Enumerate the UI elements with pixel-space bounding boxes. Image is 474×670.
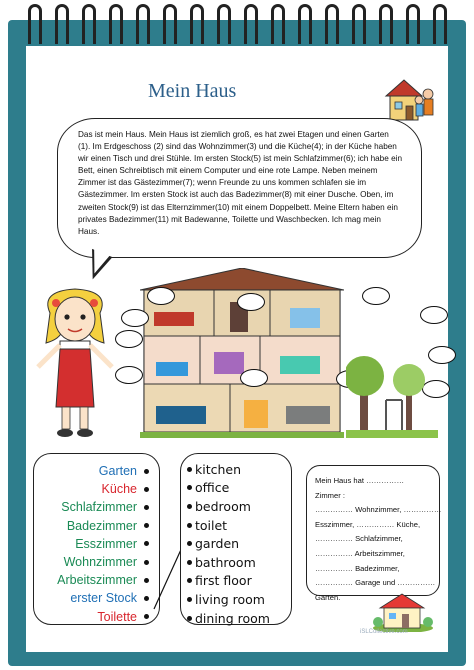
fill-line[interactable]: …………… Wohnzimmer, …………… — [315, 505, 442, 515]
answer-oval[interactable] — [147, 287, 175, 305]
fill-in-exercise — [306, 465, 442, 602]
answer-oval[interactable] — [362, 287, 390, 305]
english-word — [187, 534, 291, 553]
german-word — [34, 517, 149, 535]
german-word-label: Arbeitszimmer — [57, 573, 137, 588]
english-word-label: bathroom — [195, 554, 256, 570]
binding-ring — [109, 4, 123, 44]
german-word — [34, 480, 149, 498]
binding-ring — [298, 4, 312, 44]
english-word — [187, 609, 291, 628]
binding-ring — [190, 4, 204, 44]
fill-line[interactable]: Garten. — [315, 592, 341, 602]
match-dot[interactable] — [187, 485, 192, 490]
english-word — [187, 590, 291, 609]
english-word-label: first floor — [195, 573, 252, 589]
german-word-label: Esszimmer — [75, 536, 137, 551]
fill-line[interactable]: …………… Garage und …………… — [315, 578, 436, 588]
binding-ring — [55, 4, 69, 44]
binding-ring — [217, 4, 231, 44]
german-word-label: Küche — [101, 482, 137, 497]
english-word-label: office — [195, 480, 230, 496]
binding-ring — [136, 4, 150, 44]
binding-ring — [433, 4, 447, 44]
fill-line[interactable]: …………… Badezimmer, — [315, 563, 400, 573]
match-dot[interactable] — [144, 523, 149, 528]
match-dot[interactable] — [187, 467, 192, 472]
english-word-list — [180, 453, 292, 625]
page-title: Mein Haus — [148, 80, 237, 102]
german-word-label: Wohnzimmer — [63, 555, 137, 570]
site-watermark: iSLCollective.com — [360, 629, 408, 635]
english-word — [187, 479, 291, 498]
english-word-label: garden — [195, 536, 240, 552]
match-dot[interactable] — [187, 523, 192, 528]
english-word-label: living room — [195, 591, 265, 607]
german-word-list — [33, 453, 160, 625]
german-word — [34, 608, 149, 626]
english-word — [187, 553, 291, 572]
binding-ring — [82, 4, 96, 44]
binding-ring — [406, 4, 420, 44]
fill-line[interactable]: Mein Haus hat …………… — [315, 476, 405, 485]
binding-ring — [244, 4, 258, 44]
english-word — [187, 572, 291, 591]
german-word-label: erster Stock — [70, 591, 137, 606]
binding-ring — [352, 4, 366, 44]
german-word — [34, 589, 149, 607]
story-text: Das ist mein Haus. Mein Haus ist ziemlich groß, es hat zwei Etagen und einen Garten (1). Im Erdgeschoss (2) sind das Wohnzimmer(3) und die Küche(4); in der Küche haben wir einen Tisch und drei Stühle. Im ersten Stock(5) ist mein Schlafzimmer(6); ich habe ein Bett, einen Schreibtisch mit einem Computer und eine rote Lampe. Neben meinem Zimmer ist das Gästezimmer(7); wenn Freunde zu uns kommen schlafen sie im Gästezimmer. Im ersten Stock ist auch das Badezimmer(8) mit einer Dusche. Oben, im zweiten Stock(9) ist das Elternzimmer(10) mit einem Doppelbett. Meine Eltern haben ein privates Badezimmer(11) mit Badewanne, Toilette und Waschbecken. Ich mag mein Haus. — [78, 130, 402, 236]
match-dot[interactable] — [187, 597, 192, 602]
cottage-illustration — [372, 592, 434, 632]
match-dot[interactable] — [144, 596, 149, 601]
english-word-label: dining room — [195, 610, 270, 626]
binding-ring — [28, 4, 42, 44]
match-dot[interactable] — [144, 560, 149, 565]
german-word-label: Badezimmer — [66, 518, 137, 533]
match-dot[interactable] — [187, 560, 192, 565]
german-word — [34, 571, 149, 589]
match-dot[interactable] — [144, 487, 149, 492]
german-word — [34, 535, 149, 553]
binding-ring — [163, 4, 177, 44]
german-word-label: Schlafzimmer — [61, 500, 137, 515]
speech-bubble — [57, 118, 422, 258]
fill-line[interactable]: …………… Arbeitszimmer, — [315, 548, 405, 558]
german-word — [34, 553, 149, 571]
english-word-label: kitchen — [195, 461, 242, 477]
spiral-binding — [28, 4, 448, 50]
match-dot[interactable] — [144, 578, 149, 583]
match-dot[interactable] — [144, 614, 149, 619]
english-word-label: toilet — [195, 517, 228, 533]
binding-ring — [271, 4, 285, 44]
german-word-label: Toilette — [97, 609, 137, 624]
family-house-illustration — [382, 76, 438, 124]
answer-oval[interactable] — [121, 309, 149, 327]
german-word-label: Garten — [98, 464, 137, 479]
girl-illustration — [30, 283, 120, 443]
match-dot[interactable] — [144, 469, 149, 474]
fill-line[interactable]: Esszimmer, …………… Küche, — [315, 519, 421, 529]
english-word-label: bedroom — [195, 498, 251, 514]
match-dot[interactable] — [187, 541, 192, 546]
match-dot[interactable] — [144, 541, 149, 546]
fill-line[interactable]: Zimmer : — [315, 490, 345, 500]
answer-oval[interactable] — [420, 306, 448, 324]
match-dot[interactable] — [187, 504, 192, 509]
match-dot[interactable] — [187, 616, 192, 621]
garden-illustration — [346, 330, 438, 440]
answer-oval[interactable] — [115, 366, 143, 384]
binding-ring — [325, 4, 339, 44]
match-dot[interactable] — [187, 578, 192, 583]
english-word — [187, 460, 291, 479]
answer-oval[interactable] — [115, 330, 143, 348]
german-word — [34, 498, 149, 516]
german-word — [34, 462, 149, 480]
answer-oval[interactable] — [240, 369, 268, 387]
answer-oval[interactable] — [237, 293, 265, 311]
binding-ring — [379, 4, 393, 44]
english-word — [187, 516, 291, 535]
english-word — [187, 497, 291, 516]
match-dot[interactable] — [144, 505, 149, 510]
fill-line[interactable]: …………… Schlafzimmer, — [315, 534, 403, 544]
